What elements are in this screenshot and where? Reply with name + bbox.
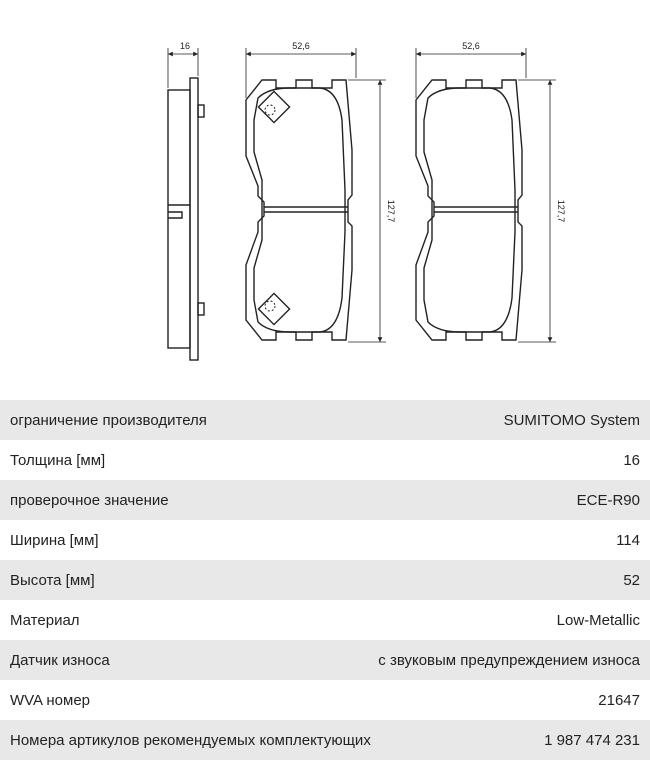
spec-row-wva-number bbox=[0, 680, 650, 720]
spec-label: проверочное значение bbox=[10, 491, 169, 509]
spec-row-test-mark bbox=[0, 480, 650, 520]
spec-label: WVA номер bbox=[10, 691, 91, 709]
spec-row-material bbox=[0, 600, 650, 640]
spec-label: Номера артикулов рекомендуемых комплектующих bbox=[10, 731, 371, 749]
spec-label: Материал bbox=[10, 611, 80, 629]
spec-value: 52 bbox=[623, 571, 640, 589]
spec-row-height bbox=[0, 560, 650, 600]
spec-value: 1 987 474 231 bbox=[544, 731, 640, 749]
spec-label: Высота [мм] bbox=[10, 571, 95, 589]
spec-label: ограничение производителя bbox=[10, 411, 207, 429]
spec-value: SUMITOMO System bbox=[503, 411, 640, 429]
spec-value: ECE-R90 bbox=[576, 491, 640, 509]
dim-height-left-label: 127,7 bbox=[386, 199, 396, 223]
spec-value: Low-Metallic bbox=[556, 611, 640, 629]
spec-row-width bbox=[0, 520, 650, 560]
spec-label: Ширина [мм] bbox=[10, 531, 99, 549]
spec-value: 21647 bbox=[598, 691, 640, 709]
dim-thickness-label: 16 bbox=[179, 41, 191, 51]
spec-value: 114 bbox=[616, 531, 640, 549]
spec-value: с звуковым предупреждением износа bbox=[378, 651, 640, 669]
spec-value: 16 bbox=[623, 451, 640, 469]
dim-width-right-label: 52,6 bbox=[462, 41, 480, 51]
dim-height-right-label: 127,7 bbox=[556, 199, 566, 223]
spec-row-wear-sensor bbox=[0, 640, 650, 680]
spec-label: Датчик износа bbox=[10, 651, 110, 669]
spec-table bbox=[0, 400, 650, 760]
side-view bbox=[168, 48, 204, 360]
spec-row-accessory-numbers bbox=[0, 720, 650, 760]
dim-width-left-label: 52,6 bbox=[292, 41, 310, 51]
spec-label: Толщина [мм] bbox=[10, 451, 106, 469]
spec-row-manufacturer-restriction bbox=[0, 400, 650, 440]
pad-with-sensor bbox=[246, 48, 386, 342]
pad-plain bbox=[416, 48, 556, 342]
spec-row-thickness bbox=[0, 440, 650, 480]
